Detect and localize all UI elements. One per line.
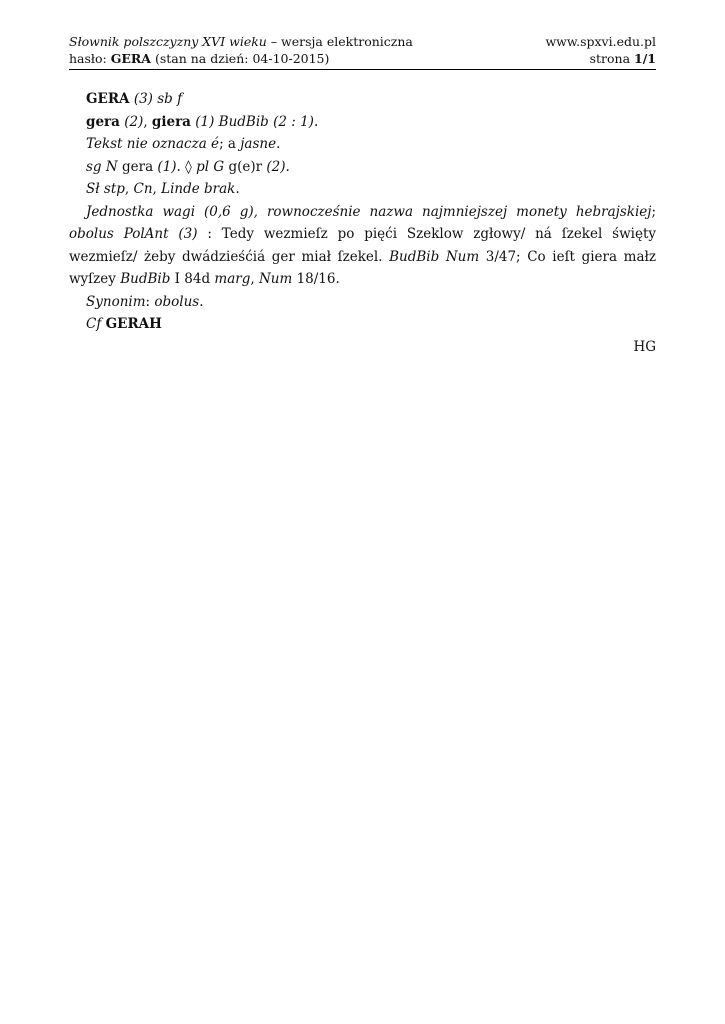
document-page — [69, 33, 656, 358]
cross-reference-line: Cf GERAH — [86, 316, 162, 332]
headword-line: GERA (3) sb f — [86, 91, 183, 107]
orthography-note: Tekst nie oznacza é; a jasne. — [86, 136, 281, 152]
variants-line: gera (2), giera (1) BudBib (2 : 1). — [86, 113, 319, 130]
inflection-line: sg N gera (1). ◊ pl G g(e)r (2). — [86, 158, 290, 175]
entry-status: hasło: GERA (stan na dzień: 04-10-2015) — [69, 51, 330, 66]
cross-reference-link[interactable]: GERAH — [105, 316, 162, 332]
header-row-2 — [69, 50, 656, 67]
synonym-line: Synonim: obolus. — [86, 293, 204, 310]
definition-paragraph: Jednostka wagi (0,6 g), rownocześnie nazwa najmniejszej monety hebrajskiej; obolus PolAnt (3) : Tedy wezmieſz po pięći Szeklow zgłowy/ ná ſzekel święty wezmieſz/ żeby dwádzieśćiá ger miał ſzekel. BudBib Num 3/47; Co ieſt giera małz wyſzey BudBib I 84d marg, Num 18/16. — [69, 203, 656, 287]
header-row-1 — [69, 33, 656, 50]
dictionary-title: Słownik polszczyzny XVI wieku – wersja elektroniczna — [69, 34, 413, 49]
author-signature: HG — [633, 338, 656, 355]
headword: GERA — [86, 91, 130, 107]
page-indicator: strona 1/1 — [589, 51, 656, 66]
dictionaries-line: Sł stp, Cn, Linde brak. — [86, 181, 240, 197]
entry-body — [69, 88, 656, 358]
header-divider — [69, 69, 656, 70]
website-link[interactable]: www.spxvi.edu.pl — [545, 34, 656, 49]
